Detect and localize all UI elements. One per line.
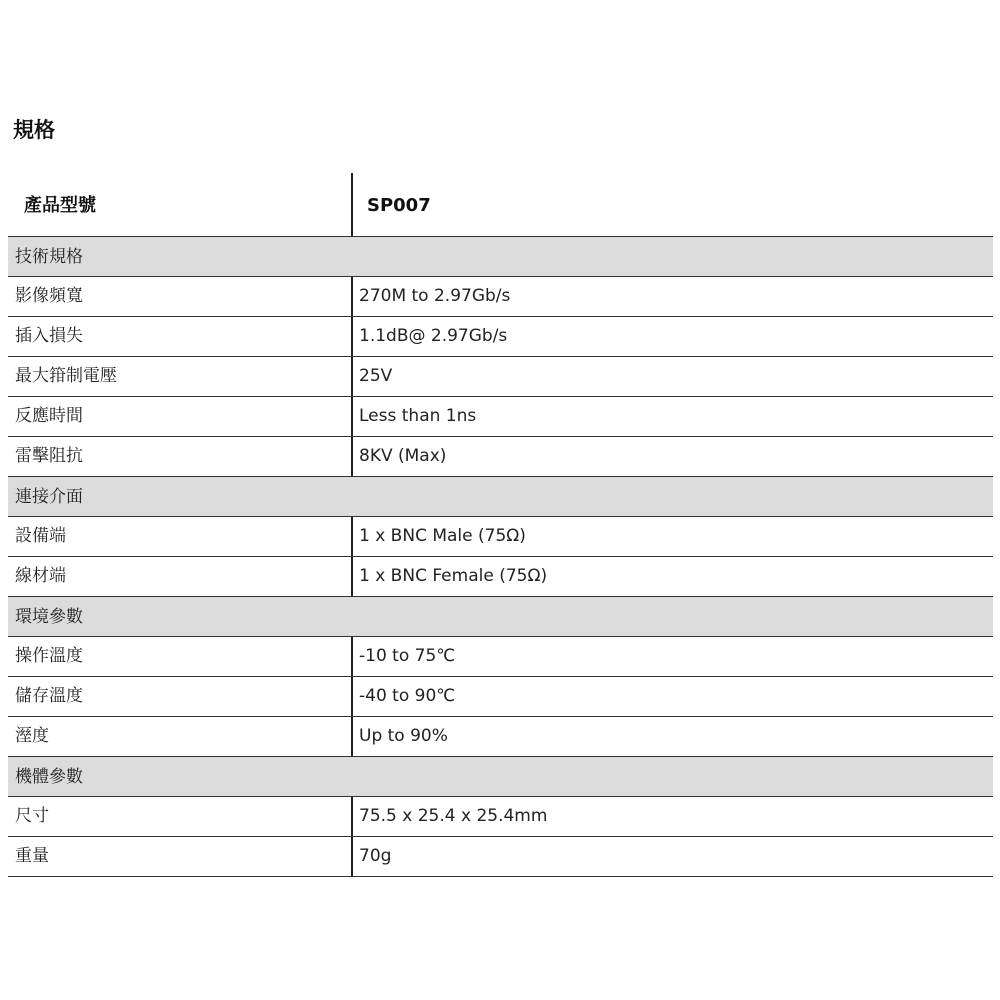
spec-value: 1.1dB@ 2.97Gb/s: [359, 326, 508, 346]
spec-value: -10 to 75℃: [359, 646, 456, 666]
table-row: [8, 836, 993, 876]
spec-label: 影像頻寬: [8, 277, 353, 316]
section-header: 環境參數: [8, 596, 993, 636]
table-row: [8, 676, 993, 716]
spec-value: 70g: [359, 846, 392, 866]
table-row: [8, 436, 993, 476]
spec-value: Less than 1ns: [359, 406, 477, 426]
spec-table: [8, 173, 993, 877]
spec-label: 雷擊阻抗: [8, 437, 353, 476]
model-label: 產品型號: [8, 173, 353, 236]
spec-label: 操作溫度: [8, 637, 353, 676]
spec-value: 75.5 x 25.4 x 25.4mm: [359, 806, 548, 826]
spec-value: 1 x BNC Female (75Ω): [359, 566, 548, 586]
page-title: 規格: [13, 118, 55, 142]
spec-value: Up to 90%: [359, 726, 448, 746]
table-bottom-border: [8, 876, 993, 877]
spec-value: -40 to 90℃: [359, 686, 456, 706]
table-row: [8, 396, 993, 436]
spec-label: 尺寸: [8, 797, 353, 836]
table-row: [8, 516, 993, 556]
section-header: 技術規格: [8, 236, 993, 276]
spec-value: 25V: [359, 366, 393, 386]
table-row: [8, 356, 993, 396]
model-header-row: [8, 173, 993, 236]
spec-label: 設備端: [8, 517, 353, 556]
spec-label: 溼度: [8, 717, 353, 756]
spec-label: 重量: [8, 837, 353, 876]
model-value: SP007: [367, 195, 431, 216]
table-row: [8, 636, 993, 676]
table-row: [8, 716, 993, 756]
table-row: [8, 556, 993, 596]
spec-label: 最大箝制電壓: [8, 357, 353, 396]
spec-label: 線材端: [8, 557, 353, 596]
spec-value: 270M to 2.97Gb/s: [359, 286, 511, 306]
spec-value: 1 x BNC Male (75Ω): [359, 526, 526, 546]
spec-label: 儲存溫度: [8, 677, 353, 716]
spec-label: 插入損失: [8, 317, 353, 356]
table-row: [8, 276, 993, 316]
spec-value: 8KV (Max): [359, 446, 447, 466]
table-row: [8, 796, 993, 836]
section-header: 連接介面: [8, 476, 993, 516]
section-header: 機體參數: [8, 756, 993, 796]
spec-label: 反應時間: [8, 397, 353, 436]
table-row: [8, 316, 993, 356]
